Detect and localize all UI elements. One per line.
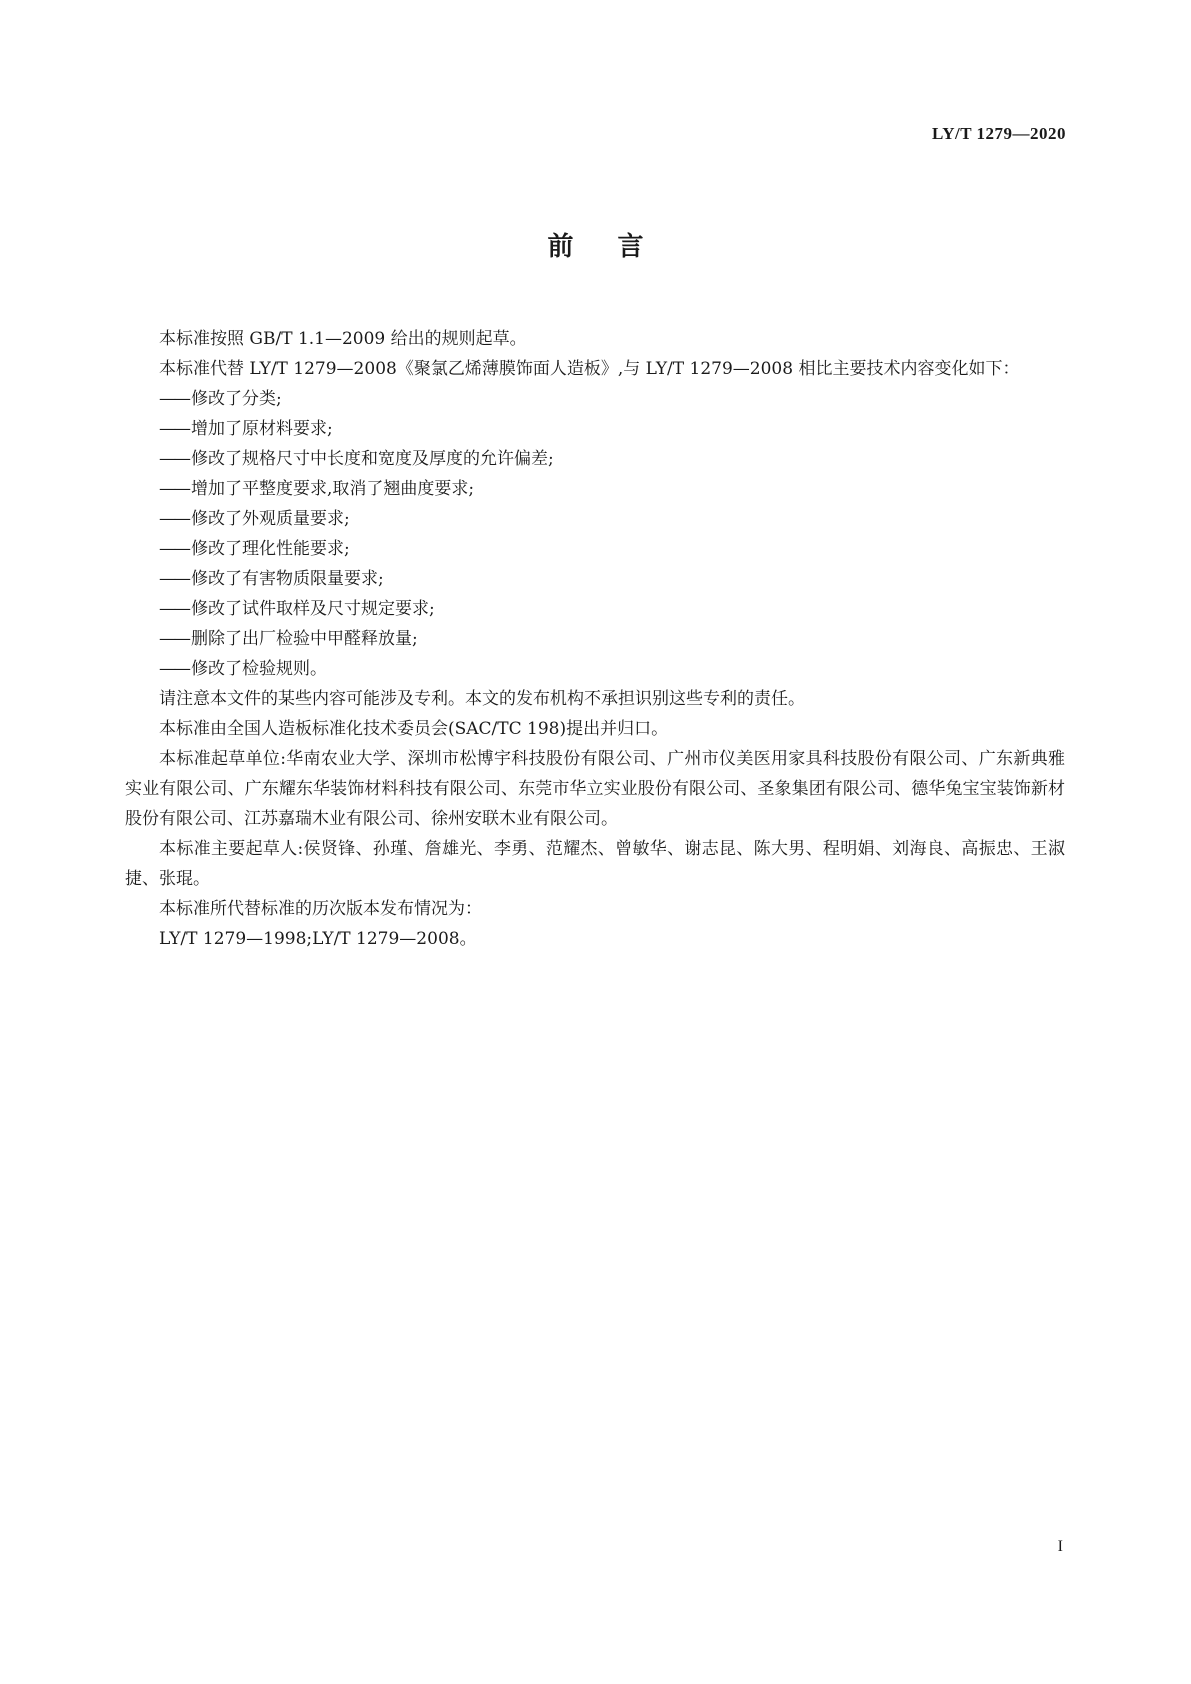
list-item: —— 修改了理化性能要求; [159, 539, 350, 559]
paragraph-proposer: 本标准由全国人造板标准化技术委员会(SAC/TC 198)提出并归口。 [159, 719, 669, 739]
page-title: 前言 [547, 232, 688, 262]
changes-list [125, 384, 1065, 684]
paragraph-history-versions: LY/T 1279—1998;LY/T 1279—2008。 [159, 929, 477, 949]
paragraph-replacement: 本标准代替 LY/T 1279—2008《聚氯乙烯薄膜饰面人造板》,与 LY/T 1279—2008 相比主要技术内容变化如下： [159, 359, 1020, 379]
paragraph-patent-notice: 请注意本文件的某些内容可能涉及专利。本文的发布机构不承担识别这些专利的责任。 [159, 689, 805, 709]
paragraph-history-intro: 本标准所代替标准的历次版本发布情况为： [159, 899, 482, 919]
standard-code: LY/T 1279—2020 [931, 124, 1066, 143]
list-item: —— 修改了有害物质限量要求; [159, 569, 384, 589]
list-item: —— 修改了规格尺寸中长度和宽度及厚度的允许偏差; [159, 449, 554, 469]
list-item: —— 修改了检验规则。 [159, 659, 327, 679]
page-number: I [1057, 1538, 1063, 1555]
paragraph-drafting-rules: 本标准按照 GB/T 1.1—2009 给出的规则起草。 [159, 329, 527, 349]
paragraph-drafters: 本标准主要起草人:侯贤锋、孙瑾、詹雄光、李勇、范耀杰、曾敏华、谢志昆、陈大男、程明娟、刘海良、高振忠、王淑捷、张琨。 [125, 839, 1065, 889]
paragraph-drafting-units: 本标准起草单位:华南农业大学、深圳市松博宇科技股份有限公司、广州市仪美医用家具科技股份有限公司、广东新典雅实业有限公司、广东耀东华装饰材料科技有限公司、东莞市华立实业股份有限公司、圣象集团有限公司、德华兔宝宝装饰新材股份有限公司、江苏嘉瑞木业有限公司、徐州安联木业有限公司。 [125, 749, 1065, 829]
list-item: —— 增加了平整度要求,取消了翘曲度要求; [159, 479, 475, 499]
list-item: —— 修改了外观质量要求; [159, 509, 350, 529]
list-item: —— 修改了分类; [159, 389, 282, 409]
foreword-body [125, 324, 1065, 954]
list-item: —— 增加了原材料要求; [159, 419, 333, 439]
list-item: —— 删除了出厂检验中甲醛释放量; [159, 629, 418, 649]
list-item: —— 修改了试件取样及尺寸规定要求; [159, 599, 435, 619]
